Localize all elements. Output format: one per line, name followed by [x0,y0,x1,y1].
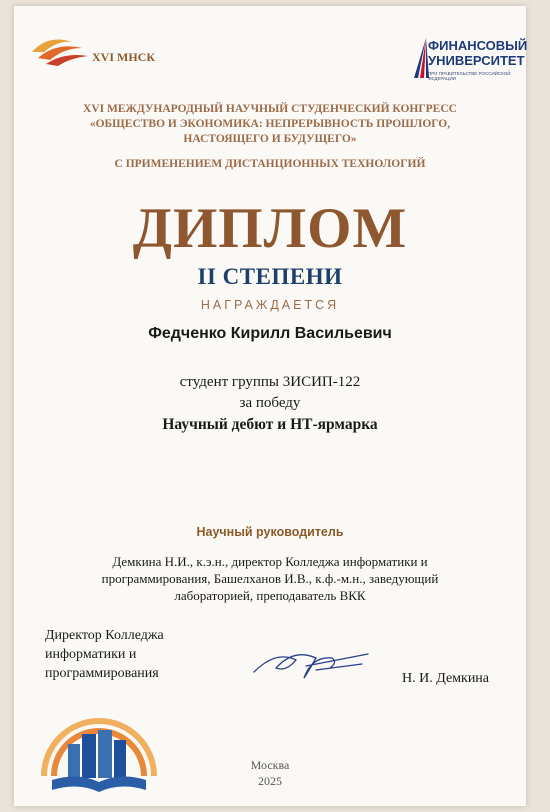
university-name-line: УНИВЕРСИТЕТ [428,53,525,68]
university-name [428,38,527,68]
awarded-label: НАГРАЖДАЕТСЯ [200,298,340,312]
signatory-name: Н. И. Демкина [402,671,490,686]
diploma-title: ДИПЛОМ [132,197,408,260]
signatory-position-line: Директор Колледжа [45,628,164,643]
recipient-group: студент группы 3ИСИП-122 [179,374,361,390]
university-subtitle: ПРИ ПРАВИТЕЛЬСТВЕ РОССИЙСКОЙ ФЕДЕРАЦИИ [428,71,511,81]
mnsk-logo-icon [28,32,94,70]
award-reason: за победу [239,395,301,411]
nomination-title: Научный дебют и НТ-ярмарка [162,416,378,433]
congress-title [14,102,526,147]
diploma-degree: II СТЕПЕНИ [197,264,343,289]
congress-title-line: XVI МЕЖДУНАРОДНЫЙ НАУЧНЫЙ СТУДЕНЧЕСКИЙ КОНГРЕСС [83,103,457,115]
city: Москва [250,758,290,772]
recipient-name: Федченко Кирилл Васильевич [148,325,392,342]
signatory-position [45,626,164,683]
mnsk-label: XVI МНСК [92,50,156,64]
supervisor-title: Научный руководитель [196,525,344,539]
congress-title-line: «ОБЩЕСТВО И ЭКОНОМИКА: НЕПРЕРЫВНОСТЬ ПРОШЛОГО, [89,118,451,130]
signatory-position-line: программирования [45,666,159,681]
supervisor-line: программирования, Башелханов И.В., к.ф.-м.н., заведующий [101,571,439,586]
university-name-line: ФИНАНСОВЫЙ [428,38,528,53]
diploma-sheet [14,6,526,806]
signatory-position-line: информатики и [45,647,137,662]
supervisor-line: Демкина Н.И., к.э.н., директор Колледжа информатики и [112,554,428,569]
financial-university-logo-icon [406,36,430,80]
year: 2025 [258,774,282,788]
congress-title-line: НАСТОЯЩЕГО И БУДУЩЕГО» [183,133,357,145]
supervisor-line: лабораторией, преподаватель ВКК [174,588,366,603]
signature-icon [246,638,376,688]
congress-format: С ПРИМЕНЕНИЕМ ДИСТАНЦИОННЫХ ТЕХНОЛОГИЙ [114,158,426,170]
supervisor-text [14,553,526,604]
